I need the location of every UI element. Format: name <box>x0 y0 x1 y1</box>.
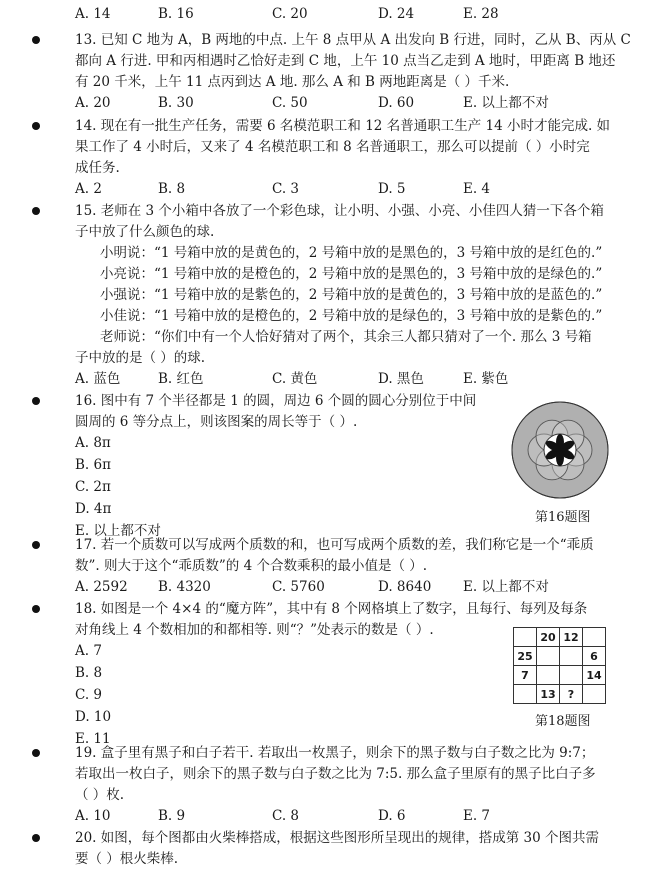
question-text: 13. 已知 C 地为 A，B 两地的中点. 上午 8 点甲从 A 出发向 B 行进，同时，乙从 B、丙从 C <box>75 32 631 48</box>
question-text: 14. 现在有一批生产任务，需要 6 名模范职工和 12 名普通职工生产 14 小时才能完成. 如 <box>75 118 611 134</box>
grid-cell <box>583 685 606 704</box>
option-e: E. 紫色 <box>463 371 509 387</box>
option-b: B. 8 <box>158 181 186 197</box>
grid-cell: 25 <box>514 647 537 666</box>
option-b: B. 16 <box>158 6 194 22</box>
option-e: E. 11 <box>75 731 111 747</box>
question-text: 子中放了什么颜色的球. <box>75 224 215 240</box>
grid-cell: 20 <box>537 628 560 647</box>
option-c: C. 20 <box>272 6 308 22</box>
option-d: D. 5 <box>378 181 406 197</box>
magic-square-grid <box>513 627 606 704</box>
option-d: D. 8640 <box>378 579 432 595</box>
bullet <box>32 541 40 549</box>
quote-line: 小佳说：“1 号箱中放的是橙色的，2 号箱中放的是绿色的，3 号箱中放的是紫色的.” <box>100 308 603 324</box>
grid-cell: 6 <box>583 647 606 666</box>
option-a: A. 2 <box>75 181 102 197</box>
option-e: E. 以上都不对 <box>463 579 549 595</box>
question-text: 圆周的 6 等分点上，则该图案的周长等于（ ）. <box>75 414 358 430</box>
question-text: 有 20 千米，上午 11 点丙到达 A 地. 那么 A 和 B 两地距离是（ ）千米. <box>75 74 510 90</box>
option-c: C. 50 <box>272 95 308 111</box>
grid-cell <box>514 628 537 647</box>
bullet <box>32 207 40 215</box>
option-b: B. 30 <box>158 95 194 111</box>
option-a: A. 14 <box>75 6 111 22</box>
quote-line: 小亮说：“1 号箱中放的是橙色的，2 号箱中放的是黑色的，3 号箱中放的是绿色的.” <box>100 266 603 282</box>
question-text: 子中放的是（ ）的球. <box>75 350 206 366</box>
option-b: B. 9 <box>158 808 186 824</box>
option-c: C. 9 <box>75 687 103 703</box>
question-text: 15. 老师在 3 个小箱中各放了一个彩色球，让小明、小强、小亮、小佳四人猜一下各个箱 <box>75 203 604 219</box>
option-a: A. 20 <box>75 95 111 111</box>
quote-line: 老师说：“你们中有一个人恰好猜对了两个，其余三人都只猜对了一个. 那么 3 号箱 <box>100 329 592 345</box>
option-d: D. 黑色 <box>378 371 424 387</box>
grid-cell <box>583 628 606 647</box>
option-d: D. 4π <box>75 501 112 517</box>
figure-16-caption: 第16题图 <box>535 510 591 525</box>
quote-line: 小明说：“1 号箱中放的是黄色的，2 号箱中放的是黑色的，3 号箱中放的是红色的.” <box>100 245 603 261</box>
grid-row <box>514 666 606 685</box>
bullet <box>32 397 40 405</box>
option-e: E. 以上都不对 <box>463 95 549 111</box>
grid-cell: 12 <box>560 628 583 647</box>
option-e: E. 7 <box>463 808 491 824</box>
question-text: 数”. 则大于这个“乖质数”的 4 个合数乘积的最小值是（ ）. <box>75 558 428 574</box>
grid-cell <box>514 685 537 704</box>
option-c: C. 8 <box>272 808 300 824</box>
seven-circles-figure <box>508 398 612 502</box>
grid-cell: 14 <box>583 666 606 685</box>
option-d: D. 24 <box>378 6 415 22</box>
grid-cell: 7 <box>514 666 537 685</box>
option-b: B. 红色 <box>158 371 204 387</box>
option-e: E. 4 <box>463 181 491 197</box>
question-text: 18. 如图是一个 4×4 的“魔方阵”，其中有 8 个网格填上了数字，且每行、每列及每条 <box>75 601 588 617</box>
question-text: 17. 若一个质数可以写成两个质数的和，也可写成两个质数的差，我们称它是一个“乖质 <box>75 537 594 553</box>
question-text: 16. 图中有 7 个半径都是 1 的圆，周边 6 个圆的圆心分别位于中间 <box>75 393 477 409</box>
option-c: C. 2π <box>75 479 111 495</box>
bullet <box>32 122 40 130</box>
question-text: 若取出一枚白子，则余下的黑子数与白子数之比为 7:5. 那么盒子里原有的黑子比白子多 <box>75 766 596 782</box>
grid-row <box>514 647 606 666</box>
option-e: E. 以上都不对 <box>75 523 161 539</box>
figure-18-caption: 第18题图 <box>535 714 591 729</box>
grid-cell <box>560 666 583 685</box>
option-a: A. 7 <box>75 643 102 659</box>
grid-cell: 13 <box>537 685 560 704</box>
option-d: D. 6 <box>378 808 406 824</box>
option-b: B. 8 <box>75 665 103 681</box>
grid-cell <box>537 666 560 685</box>
question-text: 20. 如图，每个图都由火柴棒搭成，根据这些图形所呈现出的规律，搭成第 30 个图共需 <box>75 830 600 846</box>
question-text: 成任务. <box>75 160 120 176</box>
grid-row <box>514 628 606 647</box>
question-text: 果工作了 4 小时后，又来了 4 名模范职工和 8 名普通职工，那么可以提前（ ）小时完 <box>75 139 590 155</box>
grid-cell <box>537 647 560 666</box>
question-text: 都向 A 行进. 甲和丙相遇时乙恰好走到 C 地，上午 10 点当乙走到 A 地时，甲距离 B 地还 <box>75 53 616 69</box>
option-a: A. 10 <box>75 808 111 824</box>
question-text: （ ）枚. <box>75 787 125 803</box>
option-b: B. 6π <box>75 457 111 473</box>
option-c: C. 5760 <box>272 579 325 595</box>
bullet <box>32 36 40 44</box>
question-text: 对角线上 4 个数相加的和都相等. 则“？”处表示的数是（ ）. <box>75 622 434 638</box>
option-c: C. 黄色 <box>272 371 318 387</box>
option-c: C. 3 <box>272 181 300 197</box>
bullet <box>32 749 40 757</box>
question-text: 19. 盒子里有黑子和白子若干. 若取出一枚黑子，则余下的黑子数与白子数之比为 9:7； <box>75 745 595 761</box>
option-b: B. 4320 <box>158 579 211 595</box>
option-a: A. 2592 <box>75 579 128 595</box>
grid-row <box>514 685 606 704</box>
grid-cell: ? <box>560 685 583 704</box>
option-a: A. 蓝色 <box>75 371 121 387</box>
option-d: D. 10 <box>75 709 112 725</box>
option-e: E. 28 <box>463 6 499 22</box>
bullet <box>32 605 40 613</box>
quote-line: 小强说：“1 号箱中放的是紫色的，2 号箱中放的是黄色的，3 号箱中放的是蓝色的.” <box>100 287 603 303</box>
grid-cell <box>560 647 583 666</box>
question-text: 要（ ）根火柴棒. <box>75 851 179 867</box>
option-d: D. 60 <box>378 95 415 111</box>
bullet <box>32 834 40 842</box>
option-a: A. 8π <box>75 435 111 451</box>
